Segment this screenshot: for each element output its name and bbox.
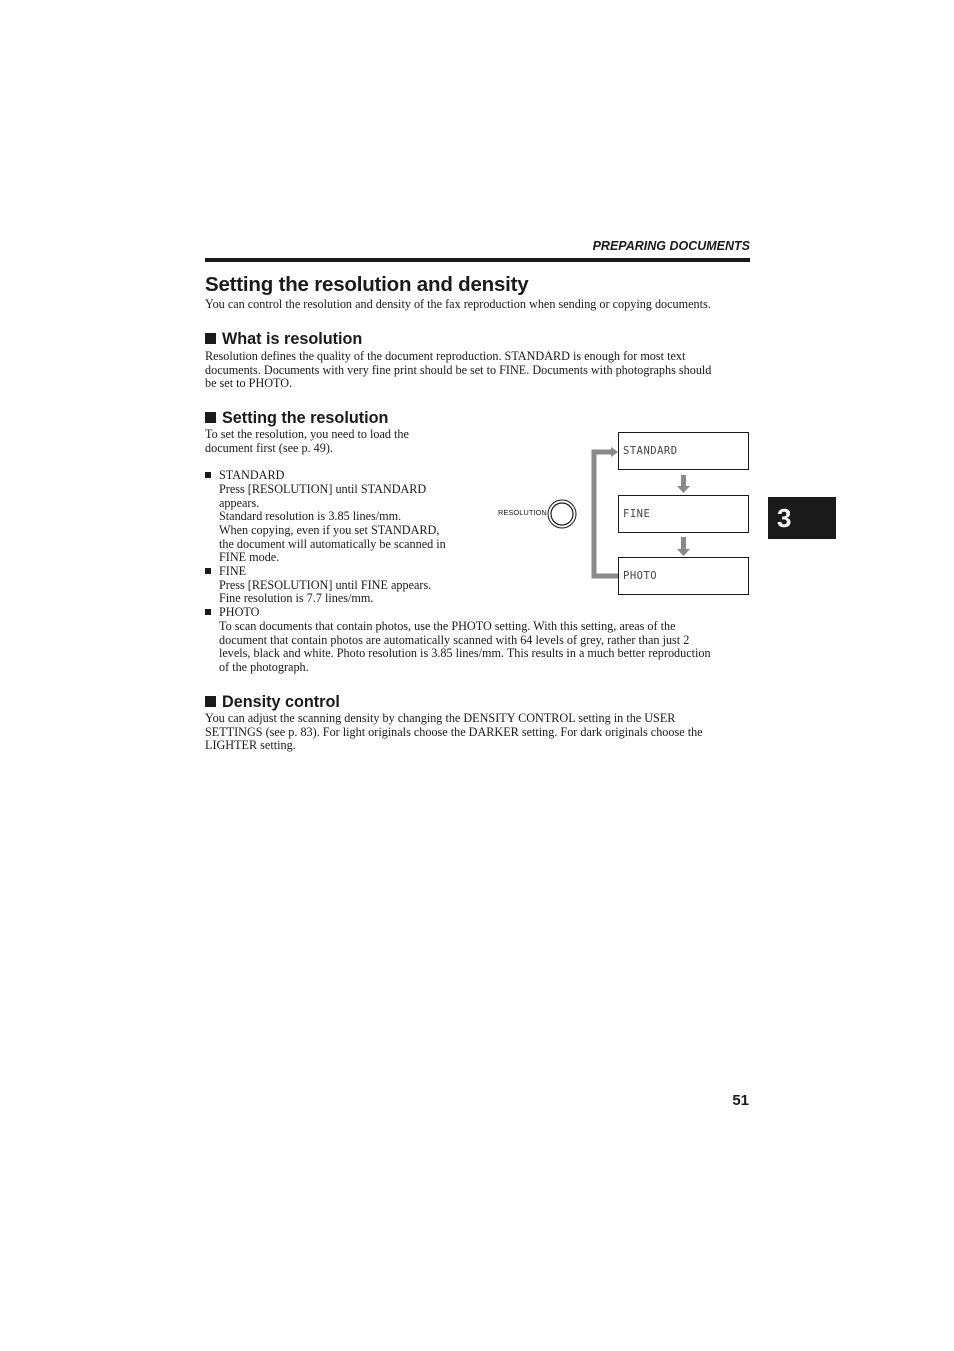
fine-line-2: Fine resolution is 7.7 lines/mm. <box>219 591 374 605</box>
photo-line-1: To scan documents that contain photos, use the PHOTO setting. With this setting, areas of the <box>219 619 676 633</box>
standard-line-3: Standard resolution is 3.85 lines/mm. <box>219 509 402 523</box>
bullet-photo: PHOTO <box>205 606 259 620</box>
density-line-1: You can adjust the scanning density by changing the DENSITY CONTROL setting in the USER <box>205 711 676 725</box>
running-header: PREPARING DOCUMENTS <box>592 239 750 253</box>
section-heading-density-control: Density control <box>205 693 340 712</box>
display-photo: PHOTO <box>618 557 749 595</box>
chapter-tab: 3 <box>768 497 836 539</box>
bullet-fine: FINE <box>205 565 246 579</box>
photo-line-3: levels, black and white. Photo resolution is 3.85 lines/mm. This results in a much better reproduction <box>219 646 711 660</box>
intro-text: You can control the resolution and density of the fax reproduction when sending or copying documents. <box>205 297 711 311</box>
what-line-1: Resolution defines the quality of the document reproduction. STANDARD is enough for most text <box>205 349 686 363</box>
header-rule <box>205 258 750 262</box>
density-line-2: SETTINGS (see p. 83). For light originals choose the DARKER setting. For dark originals choose the <box>205 725 703 739</box>
standard-line-5: the document will automatically be scanned in <box>219 537 446 551</box>
what-line-2: documents. Documents with very fine print should be set to FINE. Documents with photographs should <box>205 363 712 377</box>
heading-square-icon <box>205 333 216 344</box>
display-fine: FINE <box>618 495 749 533</box>
photo-line-4: of the photograph. <box>219 660 309 674</box>
page-number: 51 <box>732 1092 749 1109</box>
bullet-square-icon <box>205 472 211 478</box>
heading-square-icon <box>205 412 216 423</box>
bullet-standard: STANDARD <box>205 469 284 483</box>
setting-intro-line-2: document first (see p. 49). <box>205 441 333 455</box>
section-heading-setting-the-resolution: Setting the resolution <box>205 409 388 428</box>
arrow-standard-to-fine <box>681 475 686 487</box>
resolution-button-icon <box>551 503 573 525</box>
loop-arrow-head <box>611 447 618 457</box>
setting-intro-line-1: To set the resolution, you need to load the <box>205 427 409 441</box>
standard-line-2: appears. <box>219 496 260 510</box>
what-line-3: be set to PHOTO. <box>205 376 293 390</box>
display-standard: STANDARD <box>618 432 749 470</box>
fine-line-1: Press [RESOLUTION] until FINE appears. <box>219 578 432 592</box>
standard-line-6: FINE mode. <box>219 550 280 564</box>
section-heading-what-is-resolution: What is resolution <box>205 330 362 349</box>
resolution-button-label: RESOLUTION <box>498 508 547 517</box>
arrow-standard-to-fine-head <box>677 486 690 493</box>
heading-square-icon <box>205 696 216 707</box>
arrow-fine-to-photo-head <box>677 549 690 556</box>
standard-line-1: Press [RESOLUTION] until STANDARD <box>219 482 427 496</box>
bullet-square-icon <box>205 609 211 615</box>
photo-line-2: document that contain photos are automatically scanned with 64 levels of grey, rather than just 2 <box>219 633 690 647</box>
density-line-3: LIGHTER setting. <box>205 738 296 752</box>
standard-line-4: When copying, even if you set STANDARD, <box>219 523 440 537</box>
cycle-loop-line <box>594 452 618 576</box>
arrow-fine-to-photo <box>681 537 686 550</box>
resolution-diagram <box>490 425 760 605</box>
bullet-square-icon <box>205 568 211 574</box>
page-title: Setting the resolution and density <box>205 273 529 296</box>
